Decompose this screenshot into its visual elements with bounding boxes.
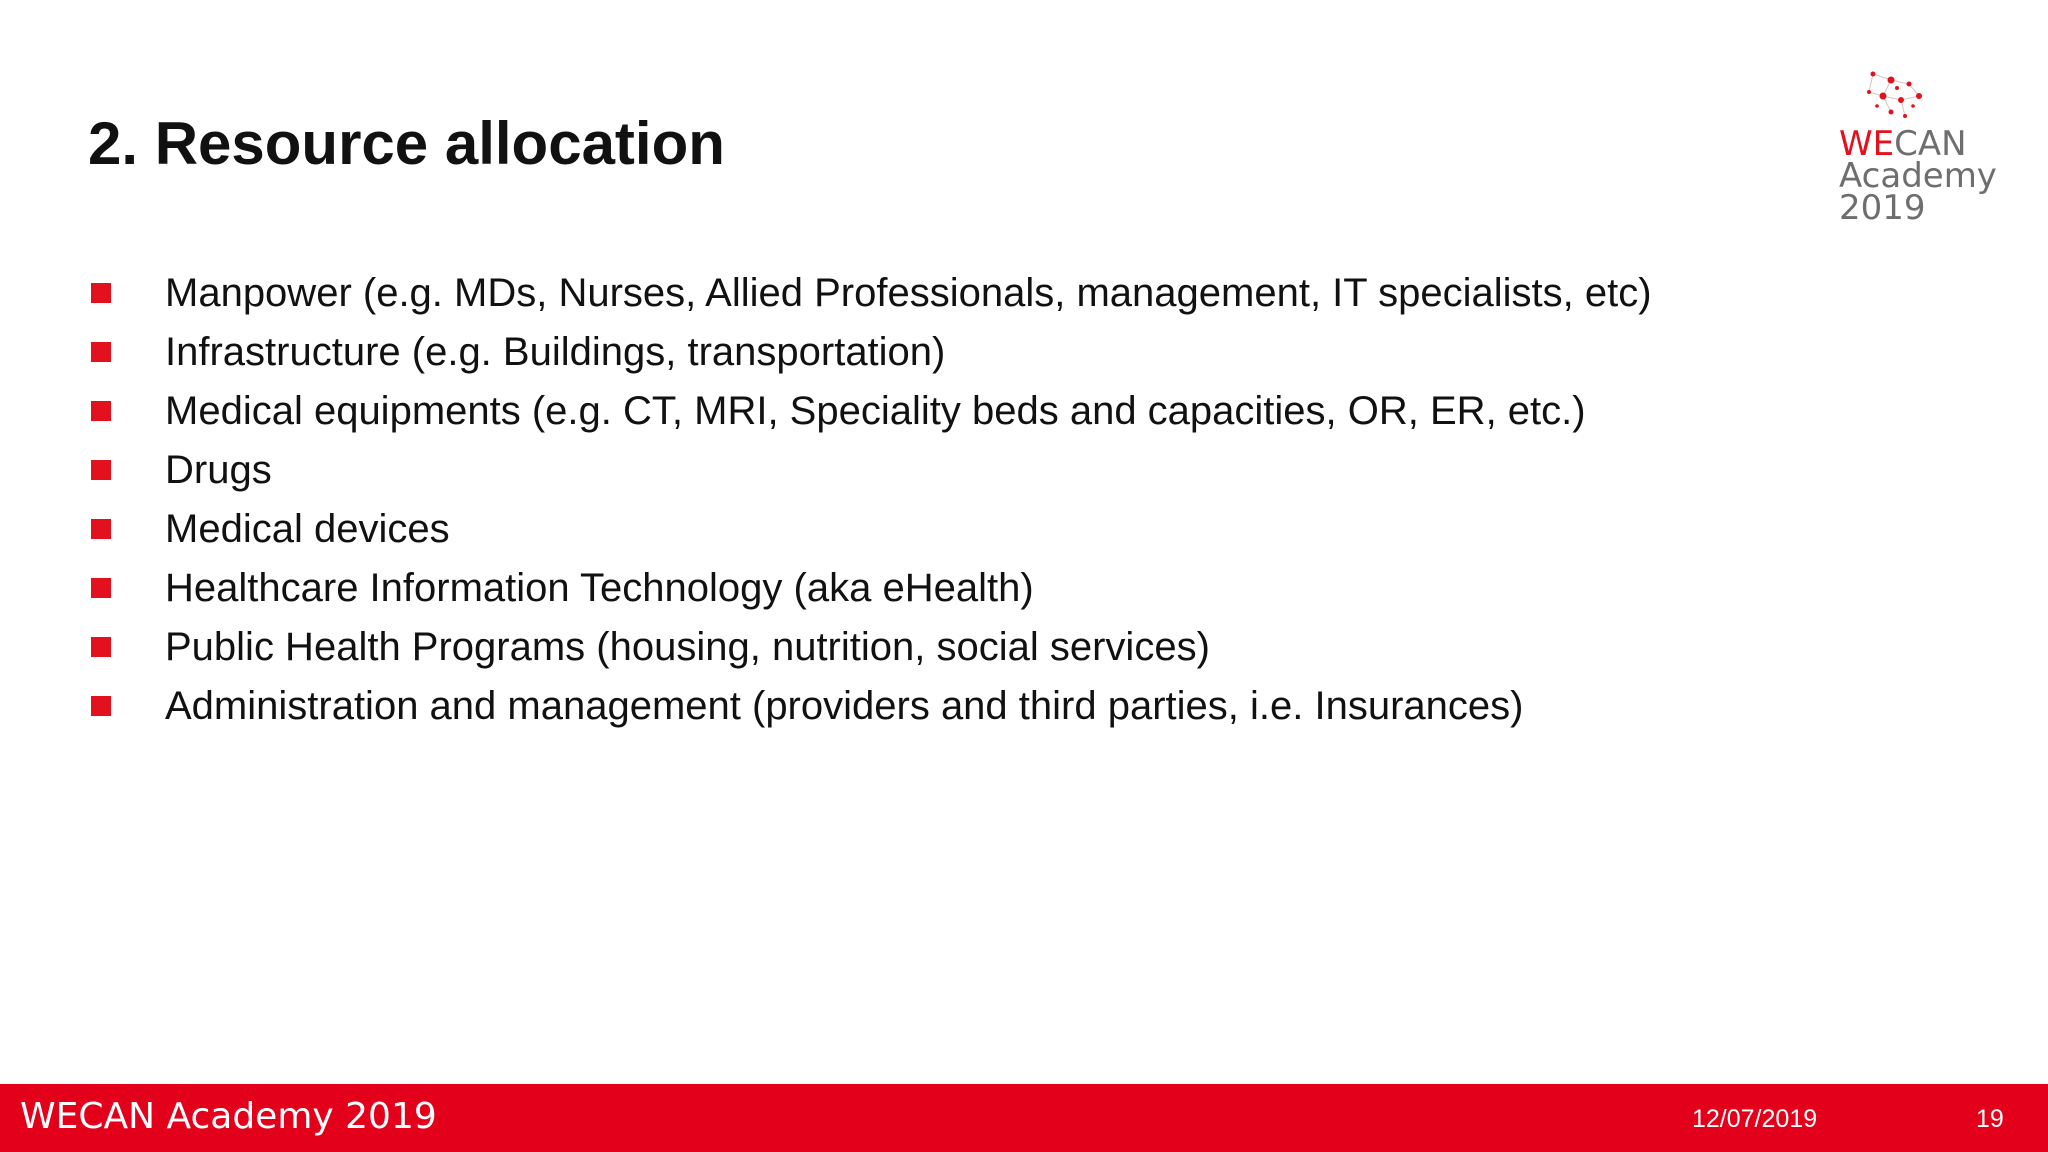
- footer-bar: [0, 1084, 2048, 1152]
- bullet-item: [88, 676, 1652, 735]
- bullet-item: [88, 322, 1652, 381]
- page-number: 19: [1976, 1105, 2004, 1133]
- bullet-square-icon: [91, 637, 111, 657]
- bullet-text: Administration and management (providers and third parties, i.e. Insurances): [165, 683, 1524, 728]
- bullet-square-icon: [91, 342, 111, 362]
- network-dots-icon: [1861, 66, 1931, 124]
- bullet-text: Manpower (e.g. MDs, Nurses, Allied Professionals, management, IT specialists, etc): [165, 270, 1652, 315]
- slide-title: 2. Resource allocation: [88, 110, 725, 177]
- bullet-square-icon: [91, 283, 111, 303]
- footer-brand: WECAN Academy 2019: [20, 1096, 437, 1137]
- logo-text-we: WE: [1839, 124, 1895, 164]
- bullet-square-icon: [91, 578, 111, 598]
- logo-text-academy: Academy: [1839, 156, 1997, 196]
- wecan-academy-logo: [1835, 66, 1997, 228]
- logo-text-year: 2019: [1839, 188, 1926, 228]
- bullet-item: [88, 440, 1652, 499]
- bullet-list: [88, 263, 1652, 735]
- logo-text-can: CAN: [1894, 124, 1967, 164]
- bullet-text: Infrastructure (e.g. Buildings, transportation): [165, 329, 946, 374]
- bullet-text: Healthcare Information Technology (aka eHealth): [165, 565, 1034, 610]
- footer-date: 12/07/2019: [1692, 1105, 1818, 1133]
- bullet-square-icon: [91, 696, 111, 716]
- bullet-item: [88, 617, 1652, 676]
- bullet-square-icon: [91, 460, 111, 480]
- bullet-text: Medical devices: [165, 506, 450, 551]
- bullet-square-icon: [91, 401, 111, 421]
- bullet-square-icon: [91, 519, 111, 539]
- bullet-item: [88, 499, 1652, 558]
- bullet-item: [88, 558, 1652, 617]
- bullet-item: [88, 263, 1652, 322]
- bullet-item: [88, 381, 1652, 440]
- bullet-text: Public Health Programs (housing, nutrition, social services): [165, 624, 1210, 669]
- bullet-text: Drugs: [165, 447, 272, 492]
- bullet-text: Medical equipments (e.g. CT, MRI, Speciality beds and capacities, OR, ER, etc.): [165, 388, 1586, 433]
